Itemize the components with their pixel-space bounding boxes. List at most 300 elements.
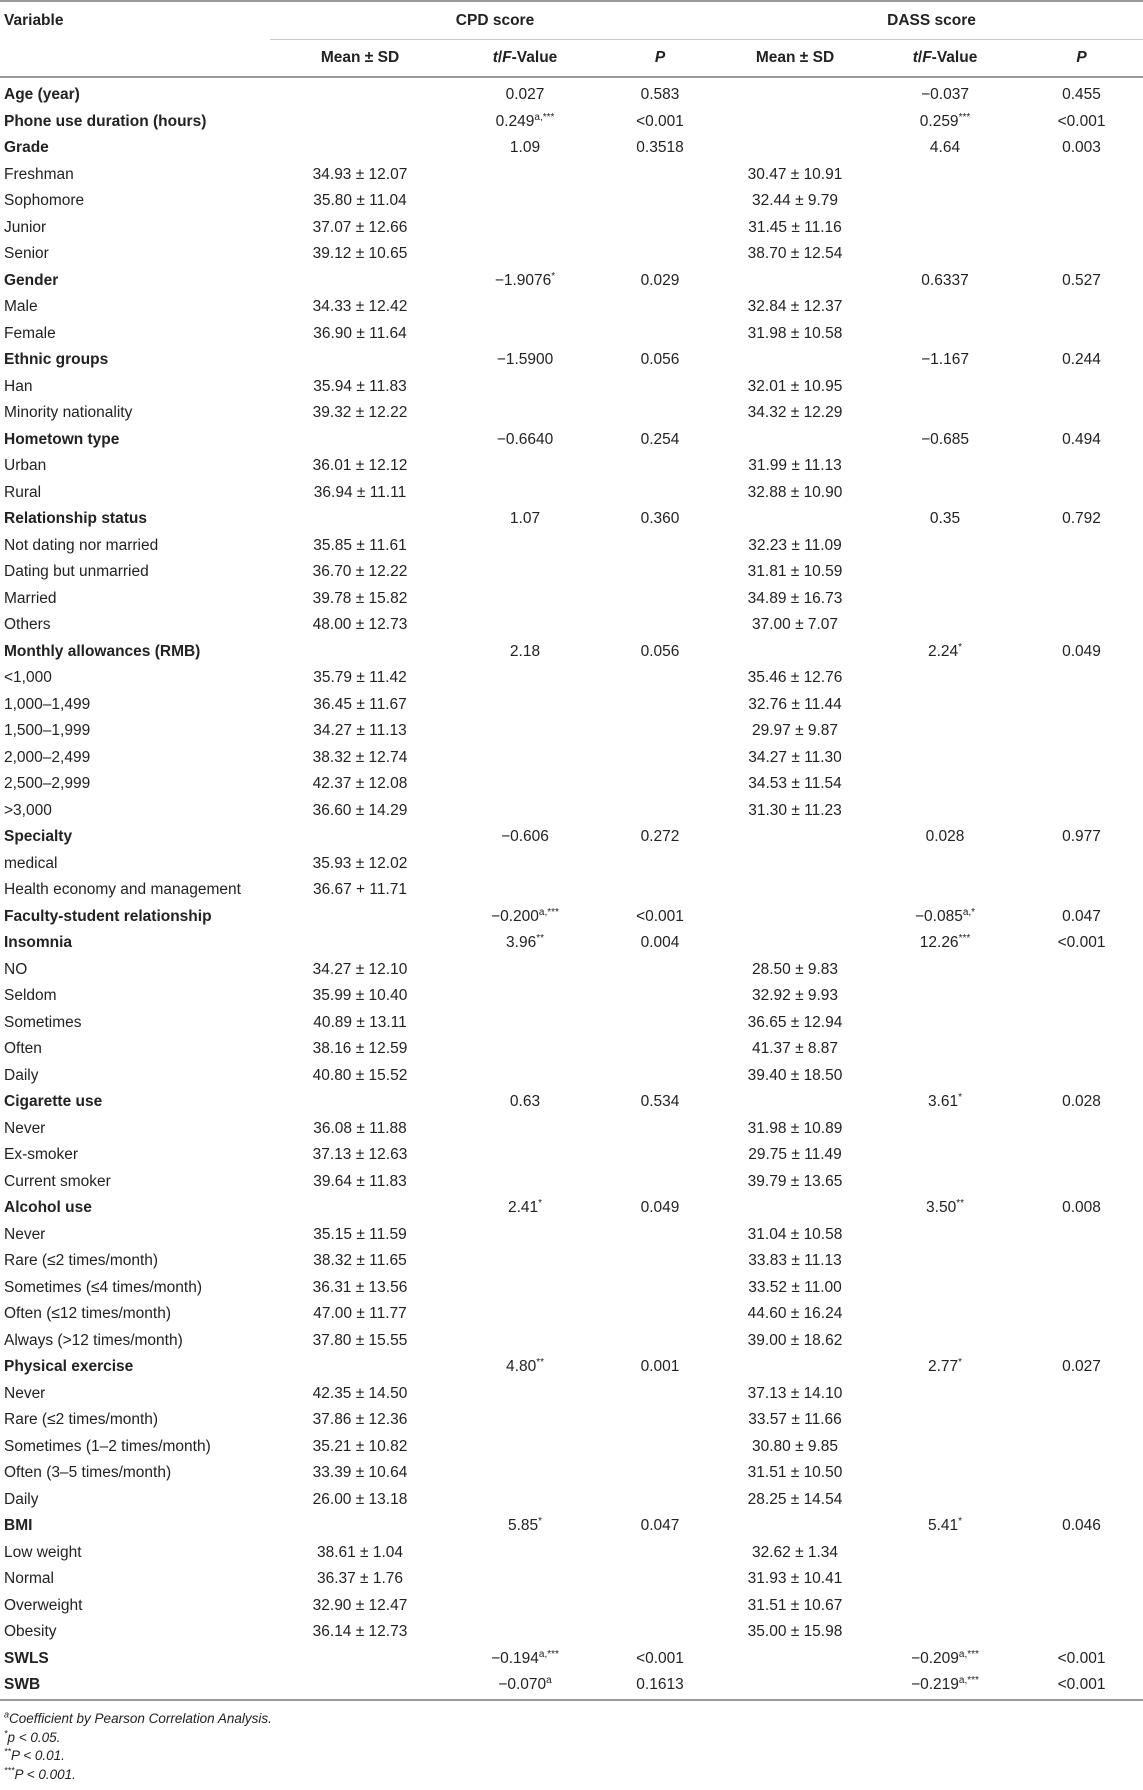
cpd-p-value [600,241,720,268]
dass-mean-sd: 34.53 ± 11.54 [748,775,842,793]
cpd-mean-sd: 40.80 ± 15.52 [312,1066,408,1084]
table-row [0,374,1143,401]
cpd-mean-sd: 38.32 ± 12.74 [312,748,408,766]
cpd-mean-sd: 35.80 ± 11.04 [313,192,407,210]
dass-mean-sd [720,639,870,666]
cpd-tf-value [450,612,600,639]
cpd-mean-sd [270,1195,450,1222]
cpd-p-value [600,612,720,639]
dass-p-value [1020,612,1143,639]
cpd-p-value: 0.1613 [600,1672,720,1700]
table-row [0,109,1143,136]
table-row [0,294,1143,321]
dass-tf-value [870,321,1020,348]
dass-p-value [1020,1036,1143,1063]
table-footnotes [4,1710,272,1784]
dass-p-value [1020,1619,1143,1646]
header-variable: Variable [0,1,270,40]
cpd-tf-value: $-0.200^{a,***}$ [491,906,559,925]
cpd-tf-value: 2.41* [507,1198,543,1217]
cpd-tf-value [450,400,600,427]
dass-tf-value [870,1301,1020,1328]
cpd-mean-sd: 26.00 ± 13.18 [312,1490,408,1508]
dass-p-value [1020,1010,1143,1037]
cpd-p-value: 0.047 [640,1517,680,1535]
header-blank [0,40,270,78]
dass-tf-value [870,215,1020,242]
table-row [0,851,1143,878]
dass-tf-value [870,241,1020,268]
dass-tf-value [870,480,1020,507]
dass-tf-value [870,294,1020,321]
dass-p-value [1020,374,1143,401]
cpd-tf-value: 5.85* [507,1516,543,1535]
cpd-tf-value: −1.5900 [496,351,554,369]
cpd-p-value [600,877,720,904]
dass-p-value [1020,215,1143,242]
table-row [0,1010,1143,1037]
dass-p-value [1020,1381,1143,1408]
dass-tf-value [870,1275,1020,1302]
row-label: SWB [0,1672,270,1700]
row-label: Sometimes (1–2 times/month) [4,1437,211,1455]
cpd-mean-sd: 36.45 ± 11.67 [313,695,407,713]
dass-p-value [1020,983,1143,1010]
cpd-tf-value [450,851,600,878]
row-label: Relationship status [4,510,147,528]
cpd-p-value [600,1328,720,1355]
row-label: medical [4,854,58,872]
table-row [0,321,1143,348]
row-label: Daily [4,1490,39,1508]
cpd-mean-sd [270,77,450,109]
dass-mean-sd: 30.80 ± 9.85 [751,1437,839,1455]
dass-mean-sd [720,1672,870,1700]
dass-tf-value: $-0.085^{a,*}$ [914,906,976,925]
table-row [0,188,1143,215]
dass-p-value [1020,1407,1143,1434]
cpd-mean-sd: 34.27 ± 11.13 [313,722,407,740]
cpd-p-value [600,692,720,719]
table-row [0,1328,1143,1355]
cpd-tf-value [450,188,600,215]
cpd-tf-value [450,1381,600,1408]
row-label: Overweight [4,1596,83,1614]
dass-p-value [1020,188,1143,215]
row-label: Rare (≤2 times/month) [4,1411,159,1429]
dass-tf-value [870,162,1020,189]
cpd-mean-sd: 38.16 ± 12.59 [312,1040,408,1058]
cpd-tf-value [450,1301,600,1328]
dass-mean-sd: 32.44 ± 9.79 [751,192,839,210]
cpd-p-value [600,374,720,401]
dass-p-value [1020,1540,1143,1567]
footnote: $^a$Coefficient by Pearson Correlation Analysis. [4,1709,272,1726]
row-label: Female [4,324,56,342]
dass-mean-sd: 34.89 ± 16.73 [747,589,843,607]
dass-mean-sd: 32.88 ± 10.90 [747,483,843,501]
cpd-mean-sd [270,1672,450,1700]
cpd-mean-sd: 36.31 ± 13.56 [312,1278,408,1296]
dass-p-value [1020,480,1143,507]
table-row [0,1540,1143,1567]
dass-mean-sd: 33.57 ± 11.66 [748,1411,842,1429]
dass-p-value [1020,1063,1143,1090]
cpd-tf-value [450,771,600,798]
dass-mean-sd [720,268,870,295]
cpd-tf-value: $0.249^{a,***}$ [495,111,555,130]
cpd-p-value [600,321,720,348]
dass-p-value [1020,1169,1143,1196]
header-cpd-score: CPD score [270,1,720,40]
cpd-p-value [600,533,720,560]
table-row [0,692,1143,719]
cpd-p-value [600,1593,720,1620]
dass-mean-sd: 39.00 ± 18.62 [747,1331,843,1349]
cpd-tf-value: 0.63 [509,1093,541,1111]
footnote: *p < 0.05. [4,1728,61,1745]
dass-mean-sd: 31.93 ± 10.41 [747,1570,843,1588]
cpd-mean-sd: 39.64 ± 11.83 [313,1172,407,1190]
row-label: Senior [4,245,49,263]
cpd-tf-value [450,1169,600,1196]
dass-mean-sd: 28.50 ± 9.83 [751,960,839,978]
dass-p-value: 0.244 [1062,351,1101,369]
dass-mean-sd: 30.47 ± 10.91 [747,165,843,183]
cpd-p-value [600,1381,720,1408]
dass-tf-value [870,1222,1020,1249]
cpd-p-value: 0.360 [640,510,680,528]
dass-tf-value [870,1487,1020,1514]
table-row [0,1195,1143,1222]
cpd-p-value [600,665,720,692]
header-dass-mean-sd: Mean ± SD [720,40,870,78]
dass-tf-value [870,188,1020,215]
cpd-tf-value: −1.9076* [494,270,556,289]
row-label: 1,500–1,999 [4,722,91,740]
row-label: Han [4,377,33,395]
dass-tf-value [870,1328,1020,1355]
dass-p-value [1020,1301,1143,1328]
table-row [0,1063,1143,1090]
cpd-tf-value: −0.606 [501,828,549,846]
cpd-tf-value [450,215,600,242]
dass-tf-value [870,1010,1020,1037]
cpd-p-value [600,983,720,1010]
dass-mean-sd: 37.00 ± 7.07 [751,616,839,634]
dass-p-value [1020,1487,1143,1514]
dass-mean-sd: 31.45 ± 11.16 [748,218,842,236]
dass-mean-sd [720,77,870,109]
dass-p-value [1020,745,1143,772]
dass-mean-sd: 32.01 ± 10.95 [747,377,843,395]
table-row [0,798,1143,825]
cpd-p-value [600,1116,720,1143]
cpd-p-value [600,1010,720,1037]
dass-mean-sd: 39.79 ± 13.65 [747,1172,843,1190]
cpd-p-value [600,1301,720,1328]
header-dass-p: P [1020,40,1143,78]
cpd-mean-sd: 42.35 ± 14.50 [312,1384,408,1402]
dass-mean-sd: 29.97 ± 9.87 [751,722,839,740]
dass-tf-value: −0.037 [921,86,969,104]
cpd-tf-value [450,1328,600,1355]
table-row [0,215,1143,242]
dass-mean-sd: 31.98 ± 10.58 [747,324,843,342]
dass-tf-value: −0.685 [921,430,969,448]
dass-mean-sd [720,824,870,851]
dass-tf-value: 0.028 [925,828,965,846]
cpd-tf-value [450,957,600,984]
cpd-tf-value [450,692,600,719]
dass-tf-value [870,400,1020,427]
table-row [0,1381,1143,1408]
dass-mean-sd: 31.81 ± 10.59 [747,563,843,581]
row-label: Health economy and management [4,881,241,899]
cpd-mean-sd: 34.27 ± 12.10 [312,960,408,978]
table-row [0,1434,1143,1461]
table-row [0,612,1143,639]
cpd-mean-sd: 40.89 ± 13.11 [313,1013,407,1031]
dass-mean-sd: 32.62 ± 1.34 [751,1543,839,1561]
dass-mean-sd: 31.30 ± 11.23 [748,801,842,819]
cpd-p-value [600,215,720,242]
cpd-tf-value [450,798,600,825]
row-label: 2,000–2,499 [4,748,91,766]
dass-mean-sd [720,1089,870,1116]
dass-tf-value [870,1593,1020,1620]
dass-p-value [1020,665,1143,692]
dass-p-value: 0.027 [1062,1358,1101,1376]
dass-mean-sd: 33.83 ± 11.13 [748,1252,842,1270]
dass-mean-sd: 31.98 ± 10.89 [747,1119,843,1137]
row-label: Never [4,1225,46,1243]
dass-mean-sd: 32.92 ± 9.93 [751,987,839,1005]
cpd-mean-sd: 33.39 ± 10.64 [312,1464,408,1482]
dass-tf-value [870,1434,1020,1461]
dass-tf-value [870,1169,1020,1196]
cpd-tf-value: 2.18 [509,642,541,660]
dass-mean-sd: 31.51 ± 10.50 [747,1464,843,1482]
cpd-p-value [600,1248,720,1275]
table-row [0,135,1143,162]
dass-tf-value [870,745,1020,772]
table-row [0,586,1143,613]
dass-p-value [1020,1593,1143,1620]
cpd-p-value: 0.056 [640,642,680,660]
row-label: Low weight [4,1543,82,1561]
dass-p-value: 0.028 [1062,1093,1101,1111]
row-label: <1,000 [4,669,52,687]
cpd-mean-sd [270,1646,450,1673]
cpd-p-value: 0.3518 [636,139,684,157]
dass-mean-sd: 32.84 ± 12.37 [747,298,843,316]
cpd-tf-value [450,1566,600,1593]
row-label: 1,000–1,499 [4,695,91,713]
table-row [0,1460,1143,1487]
table-row [0,1513,1143,1540]
table-row [0,1301,1143,1328]
cpd-tf-value: 0.027 [505,86,545,104]
dass-mean-sd [720,506,870,533]
cpd-mean-sd [270,506,450,533]
dass-tf-value [870,692,1020,719]
footnote: **P < 0.01. [4,1746,65,1763]
row-label: Seldom [4,987,57,1005]
table-row [0,1619,1143,1646]
dass-tf-value [870,533,1020,560]
cpd-mean-sd: 38.32 ± 11.65 [313,1252,407,1270]
dass-mean-sd: 31.04 ± 10.58 [747,1225,843,1243]
table-row [0,400,1143,427]
row-label: Male [4,298,38,316]
cpd-mean-sd [270,1513,450,1540]
cpd-tf-value [450,1116,600,1143]
cpd-mean-sd [270,1354,450,1381]
cpd-mean-sd: 36.01 ± 12.12 [312,457,408,475]
cpd-mean-sd: 35.93 ± 12.02 [312,854,408,872]
dass-p-value [1020,294,1143,321]
table-row [0,824,1143,851]
dass-p-value: <0.001 [1020,1672,1143,1700]
cpd-tf-value [450,1593,600,1620]
cpd-mean-sd [270,1089,450,1116]
cpd-tf-value: 1.07 [509,510,541,528]
dass-tf-value [870,1116,1020,1143]
cpd-p-value [600,1566,720,1593]
dass-mean-sd: 33.52 ± 11.00 [748,1278,842,1296]
cpd-tf-value [450,1407,600,1434]
row-label: Cigarette use [4,1093,103,1111]
cpd-tf-value [450,533,600,560]
dass-tf-value [870,1142,1020,1169]
table-row [0,1116,1143,1143]
cpd-p-value: 0.056 [640,351,680,369]
cpd-tf-value: −0.070$^a$ [450,1672,600,1700]
cpd-p-value [600,957,720,984]
cpd-p-value [600,586,720,613]
table-row [0,983,1143,1010]
table-row [0,241,1143,268]
cpd-p-value [600,480,720,507]
cpd-p-value: 0.049 [640,1199,680,1217]
dass-tf-value: 3.61* [927,1092,963,1111]
dass-tf-value [870,718,1020,745]
dass-p-value [1020,586,1143,613]
table-row [0,718,1143,745]
cpd-p-value [600,798,720,825]
cpd-p-value [600,1407,720,1434]
dass-p-value [1020,453,1143,480]
dass-tf-value: 2.24* [927,641,963,660]
cpd-p-value [600,400,720,427]
cpd-p-value [600,718,720,745]
dass-p-value: <0.001 [1057,1649,1106,1667]
table-row [0,930,1143,957]
cpd-tf-value [450,1010,600,1037]
table-row [0,904,1143,931]
cpd-tf-value: −0.6640 [496,430,554,448]
row-label: Grade [4,139,49,157]
cpd-tf-value [450,480,600,507]
row-label: Normal [4,1570,54,1588]
dass-tf-value [870,1248,1020,1275]
row-label: Physical exercise [4,1358,134,1376]
dass-tf-value: −1.167 [921,351,969,369]
dass-tf-value: 3.50** [926,1198,964,1217]
dass-p-value [1020,533,1143,560]
cpd-p-value [600,1222,720,1249]
dass-mean-sd: 35.46 ± 12.76 [747,669,843,687]
table-row [0,745,1143,772]
cpd-p-value [600,188,720,215]
row-label: Often (≤12 times/month) [4,1305,172,1323]
dass-p-value: 0.455 [1062,86,1101,104]
dass-tf-value [870,1407,1020,1434]
cpd-tf-value [450,1619,600,1646]
cpd-mean-sd: 35.85 ± 11.61 [313,536,407,554]
dass-mean-sd: 37.13 ± 14.10 [747,1384,843,1402]
dass-p-value [1020,851,1143,878]
dass-tf-value: 0.35 [929,510,961,528]
row-label: 2,500–2,999 [4,775,91,793]
row-label: BMI [4,1517,33,1535]
cpd-tf-value [450,586,600,613]
dass-tf-value: 0.259*** [919,111,971,130]
cpd-p-value: <0.001 [636,907,684,925]
header-dass-score: DASS score [720,1,1143,40]
cpd-tf-value [450,1063,600,1090]
row-label: Always (>12 times/month) [4,1331,183,1349]
cpd-tf-value [450,1540,600,1567]
cpd-mean-sd: 47.00 ± 11.77 [313,1305,407,1323]
table-row [0,1672,1143,1700]
cpd-mean-sd: 36.94 ± 11.11 [313,483,407,501]
dass-p-value [1020,692,1143,719]
dass-mean-sd: 41.37 ± 8.87 [751,1040,839,1058]
dass-p-value [1020,1434,1143,1461]
row-label: Junior [4,218,47,236]
dass-mean-sd: 31.99 ± 11.13 [748,457,842,475]
cpd-mean-sd: 37.13 ± 12.63 [312,1146,408,1164]
table-row [0,665,1143,692]
row-label: Rare (≤2 times/month) [4,1252,159,1270]
row-label: Married [4,589,57,607]
cpd-tf-value [450,745,600,772]
cpd-p-value [600,1434,720,1461]
dass-mean-sd [720,347,870,374]
cpd-tf-value [450,1460,600,1487]
cpd-tf-value [450,294,600,321]
dass-p-value: 0.494 [1062,430,1101,448]
dass-mean-sd [720,877,870,904]
cpd-mean-sd: 35.79 ± 11.42 [313,669,407,687]
table-row [0,427,1143,454]
table-row [0,639,1143,666]
row-label: Others [4,616,51,634]
dass-p-value [1020,400,1143,427]
table-row [0,1275,1143,1302]
cpd-tf-value: 1.09 [509,139,541,157]
row-label: Age (year) [4,86,80,104]
row-label: Hometown type [4,430,120,448]
footnote: ***P < 0.001. [4,1765,76,1782]
row-label: Never [4,1384,46,1402]
cpd-mean-sd [270,824,450,851]
cpd-p-value: 0.254 [640,430,680,448]
dass-p-value [1020,718,1143,745]
cpd-p-value [600,1169,720,1196]
